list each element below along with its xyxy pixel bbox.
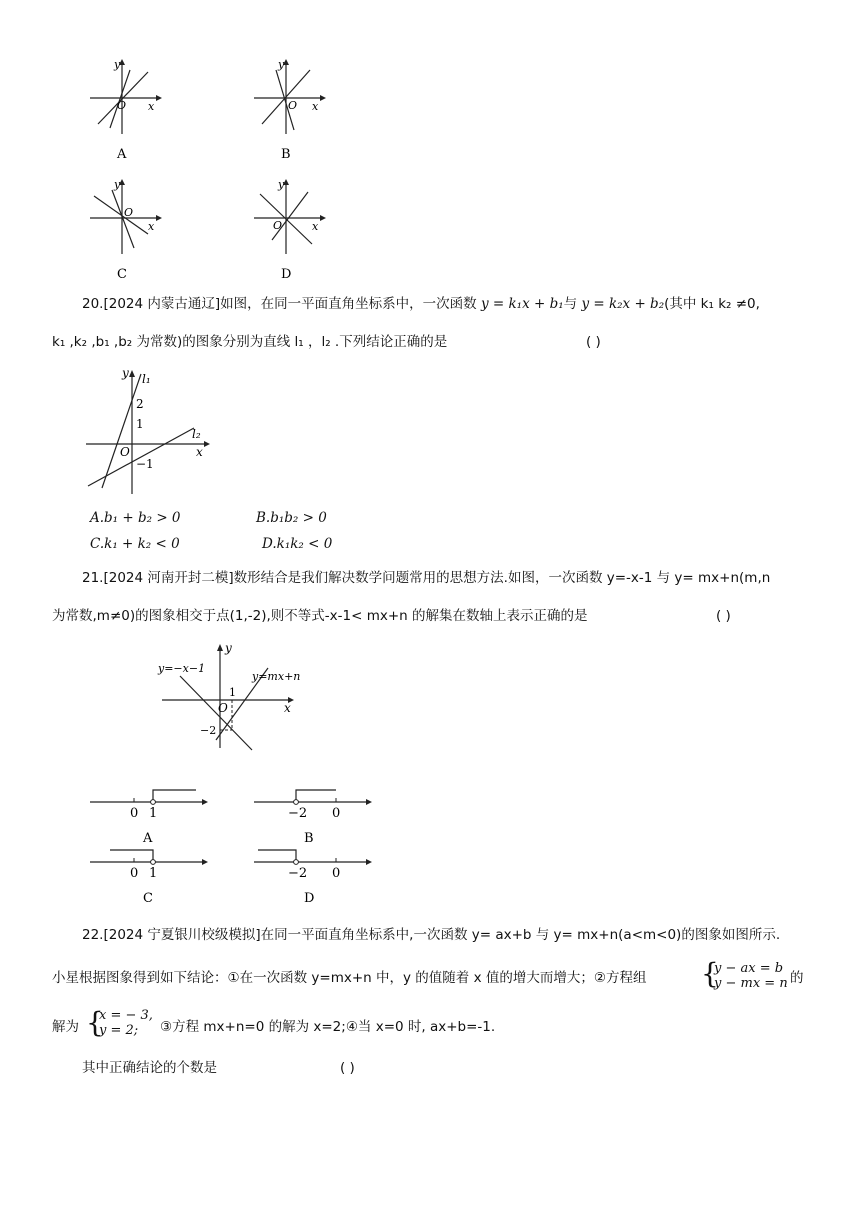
q20-graph	[84, 366, 216, 500]
q22-question: 其中正确结论的个数是	[82, 1060, 217, 1076]
svg-text:A: A	[143, 831, 153, 846]
q20-option-b[interactable]: B.b₁b₂ > 0	[256, 510, 327, 526]
q22-system2-eq2: y = 2;	[99, 1023, 139, 1038]
q19-graph-a	[86, 56, 166, 166]
q22-line3-tail: ③方程 mx+n=0 的解为 x=2;④当 x=0 时, ax+b=-1.	[160, 1019, 496, 1035]
q20-answer-paren: ( )	[586, 334, 601, 350]
svg-text:O: O	[288, 99, 298, 112]
svg-text:l₂: l₂	[192, 427, 201, 441]
q19-graph-d	[250, 176, 330, 286]
svg-text:0: 0	[332, 806, 341, 821]
svg-text:y: y	[114, 178, 121, 191]
svg-text:y=−x−1: y=−x−1	[158, 662, 206, 675]
svg-text:2: 2	[136, 397, 144, 411]
svg-text:1: 1	[229, 686, 236, 699]
q22-line3-head: 解为	[52, 1019, 79, 1035]
svg-text:D: D	[304, 891, 315, 906]
svg-text:x: x	[148, 100, 155, 113]
svg-text:1: 1	[136, 417, 144, 431]
svg-text:0: 0	[130, 806, 139, 821]
q21-numberline-d[interactable]	[252, 846, 376, 908]
q20-stem-line2	[52, 332, 447, 352]
q21-numberline-c[interactable]	[88, 846, 212, 908]
q22-stem-line1: 22.[2024 宁夏银川校级模拟]在同一平面直角坐标系中,一次函数 y= ax+b 与 y= mx+n(a<m<0)的图象如图所示.	[82, 927, 781, 943]
svg-text:1: 1	[149, 806, 158, 821]
svg-text:−2: −2	[200, 724, 217, 737]
q22-line2-tail: 的	[790, 970, 804, 986]
svg-text:D: D	[281, 267, 292, 282]
svg-text:y: y	[225, 641, 232, 655]
q22-system1-brace: {	[701, 957, 719, 990]
q22-system2	[99, 1008, 153, 1038]
svg-text:0: 0	[332, 866, 341, 881]
svg-text:−2: −2	[288, 806, 308, 821]
svg-text:y: y	[114, 58, 121, 71]
svg-text:C: C	[143, 891, 153, 906]
q20-eq1: y = k₁x + b₁	[480, 296, 564, 312]
svg-text:l₁: l₁	[142, 372, 151, 386]
q22-system1-eq2: y − mx = n	[714, 976, 788, 991]
q22-stem-text2: 小星根据图象得到如下结论：①在一次函数 y=mx+n 中，y 的值随着 x 值的增大而增大；②方程组	[52, 970, 647, 986]
q20-option-d[interactable]: D.k₁k₂ < 0	[262, 536, 333, 552]
q21-numberline-b[interactable]	[252, 786, 376, 848]
svg-text:O: O	[218, 701, 228, 715]
svg-text:y: y	[278, 58, 285, 71]
q22-stem-line2	[52, 968, 646, 988]
svg-text:A: A	[117, 147, 127, 162]
svg-text:−2: −2	[288, 866, 308, 881]
svg-text:1: 1	[149, 866, 158, 881]
svg-text:B: B	[304, 831, 314, 846]
q19-graph-b	[250, 56, 330, 166]
svg-text:y: y	[278, 178, 285, 191]
q21-stem-line1: 21.[2024 河南开封二模]数形结合是我们解决数学问题常用的思想方法.如图，一次函数 y=-x-1 与 y= mx+n(m,n	[82, 570, 771, 586]
svg-text:B: B	[281, 147, 291, 162]
q20-eq2: y = k₂x + b₂	[581, 296, 665, 312]
svg-text:0: 0	[130, 866, 139, 881]
q20-stem-text2: k₁ ,k₂ ,b₁ ,b₂ 为常数)的图象分别为直线 l₁ ，l₂ .下列结论正确的是	[52, 334, 448, 350]
q20-tail: (其中 k₁ k₂ ≠0,	[664, 296, 760, 312]
svg-text:y=mx+n: y=mx+n	[252, 670, 301, 683]
q21-graph	[150, 640, 310, 752]
q22-system1	[714, 961, 788, 991]
svg-text:x: x	[196, 445, 203, 459]
svg-text:y: y	[122, 366, 129, 380]
q22-system2-eq1: x = − 3,	[99, 1008, 153, 1023]
svg-text:−1: −1	[136, 457, 154, 471]
svg-text:O: O	[120, 445, 130, 459]
q22-answer-paren: ( )	[340, 1060, 355, 1076]
svg-text:O: O	[124, 206, 134, 219]
q20-stem-line1	[82, 294, 760, 314]
q20-option-c[interactable]: C.k₁ + k₂ < 0	[90, 536, 180, 552]
svg-text:O: O	[273, 219, 283, 232]
svg-text:x: x	[312, 220, 319, 233]
svg-text:O: O	[117, 99, 127, 112]
q20-stem-text: 20.[2024 内蒙古通辽]如图，在同一平面直角坐标系中，一次函数	[82, 296, 477, 312]
q21-numberline-a[interactable]	[88, 786, 212, 848]
q22-system1-eq1: y − ax = b	[714, 961, 784, 976]
q22-system2-brace: {	[86, 1006, 104, 1039]
svg-text:x: x	[284, 701, 291, 715]
q21-stem-line2: 为常数,m≠0)的图象相交于点(1,-2),则不等式-x-1< mx+n 的解集在数轴上表示正确的是	[52, 608, 588, 624]
svg-text:x: x	[148, 220, 155, 233]
svg-text:C: C	[117, 267, 127, 282]
q21-answer-paren: ( )	[716, 608, 731, 624]
q19-graph-c	[86, 176, 166, 286]
q20-mid: 与	[563, 296, 578, 312]
svg-text:x: x	[312, 100, 319, 113]
q20-option-a[interactable]: A.b₁ + b₂ > 0	[90, 510, 181, 526]
